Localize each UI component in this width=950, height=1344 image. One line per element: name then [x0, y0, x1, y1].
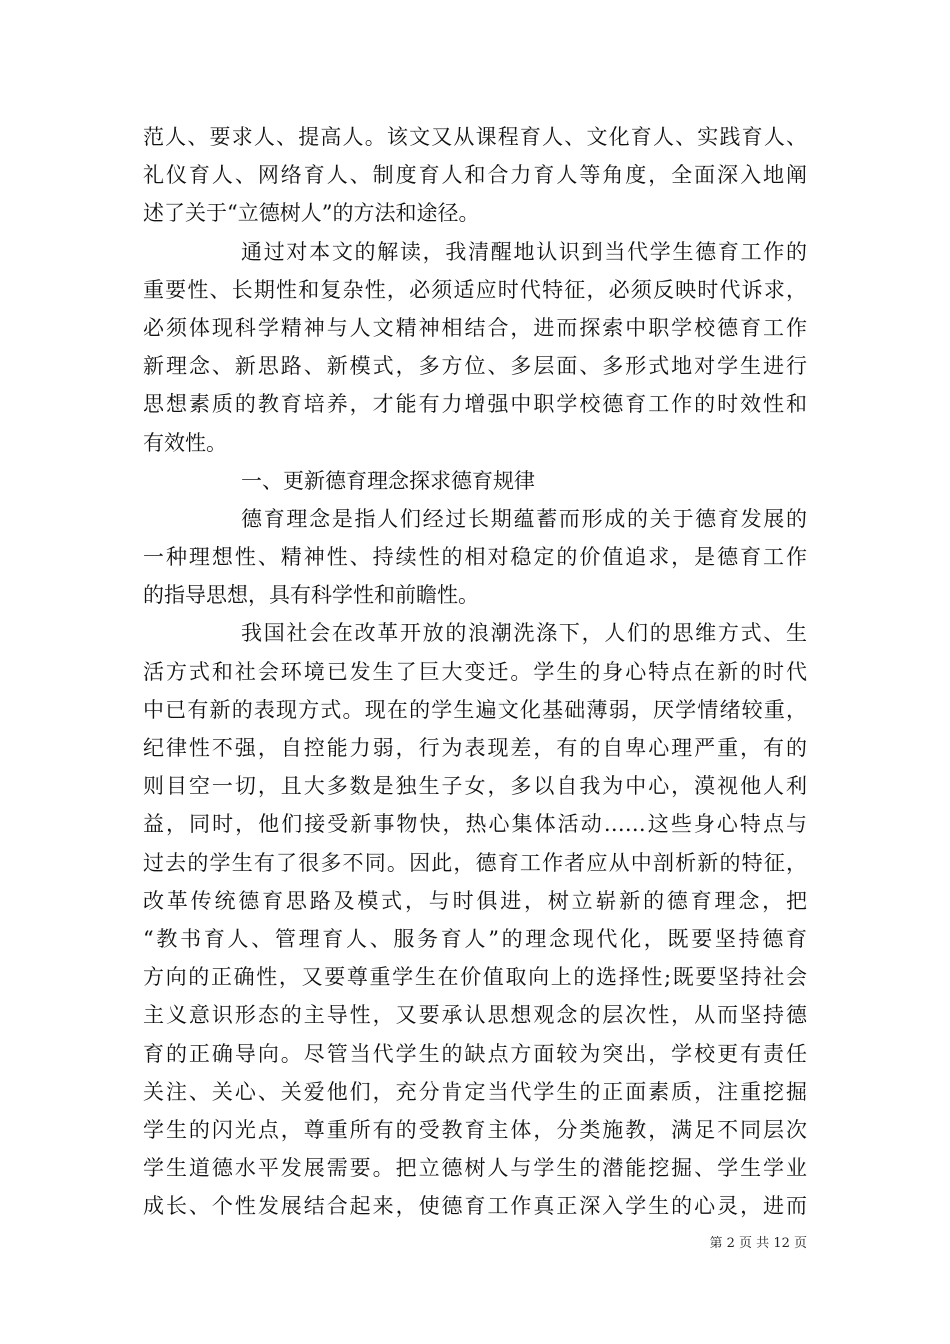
text-line: 活方式和社会环境已发生了巨大变迁。学生的身心特点在新的时代	[143, 659, 807, 684]
body-text	[143, 118, 807, 1225]
paragraph-first-line: 通过对本文的解读，我清醒地认识到当代学生德育工作的	[241, 239, 807, 264]
text-line: 益，同时，他们接受新事物快，热心集体活动……这些身心特点与	[143, 812, 807, 837]
text-line: 新理念、新思路、新模式，多方位、多层面、多形式地对学生进行	[143, 354, 807, 379]
page-number-footer: 第 2 页 共 12 页	[709, 1236, 807, 1251]
text-line: 中已有新的表现方式。现在的学生遍文化基础薄弱，厌学情绪较重，	[143, 697, 807, 722]
paragraph-first-line: 我国社会在改革开放的浪潮洗涤下，人们的思维方式、生	[241, 621, 807, 646]
text-line: 述了关于“立德树人”的方法和途径。	[143, 201, 480, 226]
text-line: 学生的闪光点，尊重所有的受教育主体，分类施教，满足不同层次	[143, 1117, 807, 1142]
text-line: 成长、个性发展结合起来，使德育工作真正深入学生的心灵，进而	[143, 1194, 807, 1219]
text-line: 必须体现科学精神与人文精神相结合，进而探索中职学校德育工作	[143, 315, 807, 340]
text-line: 主义意识形态的主导性，又要承认思想观念的层次性，从而坚持德	[143, 1003, 807, 1028]
text-line: 学生道德水平发展需要。把立德树人与学生的潜能挖掘、学生学业	[143, 1156, 807, 1181]
text-line: 则目空一切，且大多数是独生子女，多以自我为中心，漠视他人利	[143, 774, 807, 799]
text-line: 的指导思想，具有科学性和前瞻性。	[143, 583, 479, 608]
text-line: 礼仪育人、网络育人、制度育人和合力育人等角度，全面深入地阐	[143, 163, 807, 188]
text-line: 思想素质的教育培养，才能有力增强中职学校德育工作的时效性和	[143, 392, 807, 417]
text-line: 有效性。	[143, 430, 227, 455]
text-line: 方向的正确性，又要尊重学生在价值取向上的选择性;既要坚持社会	[143, 965, 807, 990]
text-line: 育的正确导向。尽管当代学生的缺点方面较为突出，学校更有责任	[143, 1041, 807, 1066]
section-heading: 一、更新德育理念探求德育规律	[241, 468, 535, 493]
text-line: 重要性、长期性和复杂性，必须适应时代特征，必须反映时代诉求，	[143, 277, 807, 302]
paragraph-first-line: 德育理念是指人们经过长期蕴蓄而形成的关于德育发展的	[241, 506, 807, 531]
text-line: 纪律性不强，自控能力弱，行为表现差，有的自卑心理严重，有的	[143, 736, 807, 760]
text-line: 改革传统德育思路及模式，与时俱进，树立崭新的德育理念，把	[143, 888, 807, 913]
text-line: “教书育人、管理育人、服务育人”的理念现代化，既要坚持德育	[143, 926, 807, 951]
text-line: 过去的学生有了很多不同。因此，德育工作者应从中剖析新的特征，	[143, 850, 807, 875]
text-line: 关注、关心、关爱他们，充分肯定当代学生的正面素质，注重挖掘	[143, 1079, 807, 1104]
text-line: 一种理想性、精神性、持续性的相对稳定的价值追求，是德育工作	[143, 545, 807, 570]
text-line: 范人、要求人、提高人。该文又从课程育人、文化育人、实践育人、	[143, 125, 807, 149]
